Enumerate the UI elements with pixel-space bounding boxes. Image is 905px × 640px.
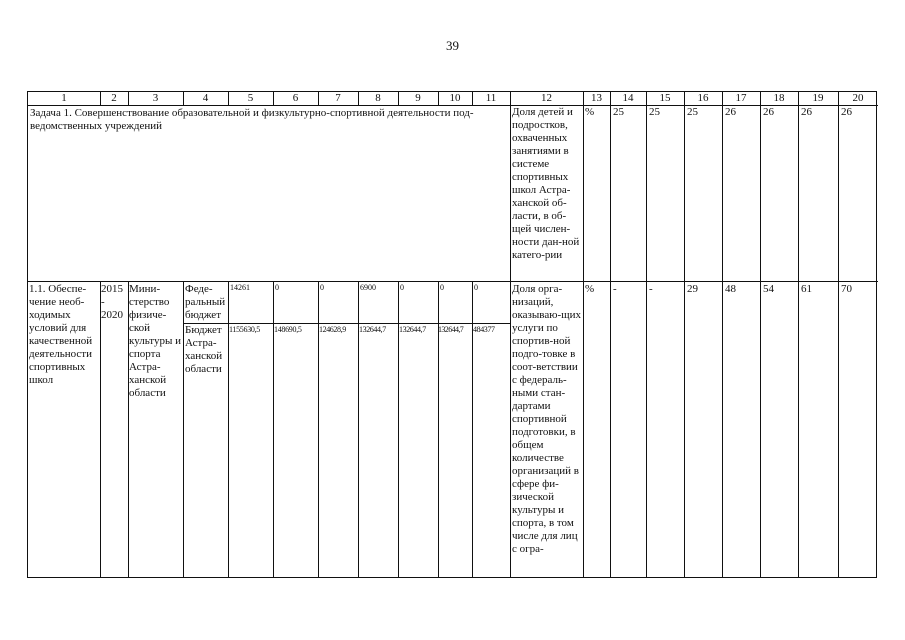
- task-value: 26: [841, 106, 852, 118]
- measure-value: -: [613, 283, 617, 295]
- column-number: 17: [735, 92, 747, 104]
- measure-value: 61: [801, 283, 812, 295]
- measure-value: -: [649, 283, 653, 295]
- column-number: 1: [61, 92, 67, 104]
- column-number: 16: [697, 92, 709, 104]
- task-title: Задача 1. Совершенствование образовательной и физкультурно-спортивной деятельности под-ведомственных учреждений: [28, 106, 510, 281]
- column-number: 18: [773, 92, 785, 104]
- column-number: 6: [292, 92, 299, 104]
- measure-value: 70: [841, 283, 852, 295]
- regional-value: 1155630,5: [229, 325, 261, 334]
- regional-value: 132644,7: [438, 325, 464, 334]
- federal-value: 0: [400, 283, 404, 292]
- page-number: 39: [446, 38, 459, 53]
- funding-source-regional: Бюджет Астра-ханской области: [185, 324, 223, 375]
- column-number: 13: [591, 92, 602, 104]
- measure-unit: %: [585, 283, 595, 295]
- task-value: 26: [725, 106, 736, 118]
- column-number: 11: [485, 92, 497, 104]
- task-unit: %: [585, 106, 595, 118]
- column-number: 20: [852, 92, 864, 104]
- task-value: 26: [763, 106, 774, 118]
- column-number: 15: [659, 92, 671, 104]
- column-number: 10: [449, 92, 461, 104]
- federal-value: 14261: [230, 283, 250, 292]
- task-value: 25: [687, 106, 698, 118]
- regional-value: 484377: [473, 325, 495, 334]
- task-value: 25: [613, 106, 624, 118]
- federal-value: 0: [474, 283, 478, 292]
- column-number: 3: [152, 92, 159, 104]
- regional-value: 132644,7: [399, 325, 426, 334]
- measure-name: 1.1. Обеспе-чение необ-ходимых условий для качественной деятельности спортивных школ: [29, 283, 93, 386]
- column-number: 19: [812, 92, 824, 104]
- column-number: 5: [247, 92, 254, 104]
- measure-value: 48: [725, 283, 736, 295]
- measure-value: 29: [687, 283, 698, 295]
- federal-value: 0: [275, 283, 279, 292]
- federal-value: 6900: [360, 283, 376, 292]
- column-number: 7: [335, 92, 341, 104]
- column-number: 2: [111, 92, 117, 104]
- measure-executor: Мини-стерство физиче-ской культуры и спорта Астра-ханской области: [129, 283, 181, 399]
- column-number: 12: [541, 92, 552, 104]
- column-number: 9: [415, 92, 421, 104]
- federal-value: 0: [440, 283, 444, 292]
- measure-value: 54: [763, 283, 774, 295]
- task-value: 26: [801, 106, 812, 118]
- column-number: 8: [375, 92, 381, 104]
- task-value: 25: [649, 106, 660, 118]
- task-indicator: Доля детей и подростков, охваченных занятиями в системе спортивных школ Астра-ханской об-ласти, в об-щей числен-ности дан-ной катего-рии: [512, 106, 580, 261]
- column-number: 14: [622, 92, 634, 104]
- regional-value: 148690,5: [274, 325, 302, 334]
- measure-period: 2015 - 2020: [101, 283, 123, 321]
- federal-value: 0: [320, 283, 324, 292]
- indicator-table: [27, 91, 877, 578]
- column-number: 4: [202, 92, 209, 104]
- regional-value: 124628,9: [319, 325, 346, 334]
- regional-value: 132644,7: [359, 325, 386, 334]
- funding-source-federal: Феде-ральный бюджет: [185, 283, 226, 321]
- measure-indicator: Доля орга-низаций, оказываю-щих услуги по спортив-ной подго-товке в соот-ветствии с федераль-ными стан-дартами спортивной подготовки, в общем количестве организаций в сфере фи-зической культуры и спорта, в том числе для лиц с огра-: [512, 283, 581, 555]
